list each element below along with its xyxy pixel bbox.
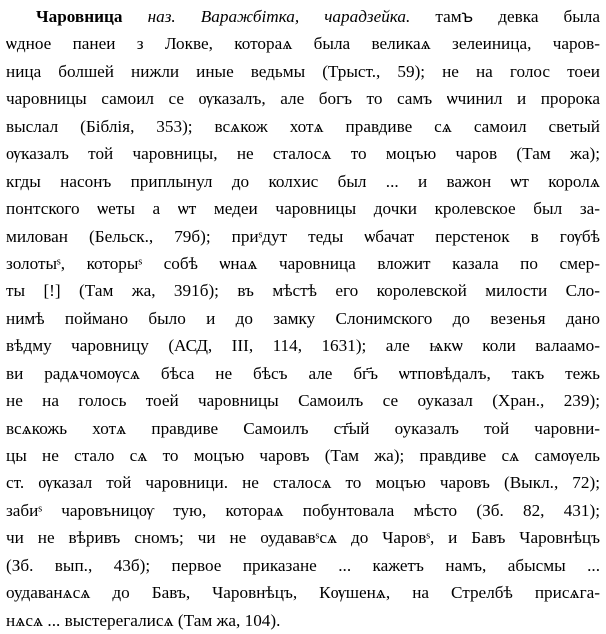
entry-line (0, 277, 606, 304)
entry-text: ѡдное панеи з Локве, котораѧ была великаѧ зелеиница, чаров- (6, 34, 600, 54)
entry-text: выслал (Біблія, 353); всѧкож хотѧ правдиве сѧ самоил светый (6, 116, 600, 136)
entry-text: ница болшей нижли иные ведьмы (Трыст., 59); не на голос тоеи (6, 61, 600, 81)
gloss: наз. Варажбітка, чарадзейка. (122, 7, 411, 26)
entry-text: цы не стало сѧ то моцъю чаровъ (Там жа); правдиве сѧ самѹель (6, 446, 600, 465)
entry-line (0, 195, 606, 222)
entry-text: золотыˢ, которыˢ собѣ ѡнаѧ чаровница вложит казала по смер- (6, 253, 600, 273)
entry-text: кгды насонъ приплынул до колхис был ... и важон ѡт королѧ (6, 171, 600, 191)
entry-line (0, 113, 606, 140)
entry-line (0, 607, 606, 634)
entry-text: вѣдму чаровницу (АСД, III, 114, 1631); але ѩкѡ коли валаамо- (6, 336, 600, 356)
entry-line (0, 250, 606, 277)
entry-line (0, 332, 606, 359)
entry-line (0, 524, 606, 551)
entry-line (0, 469, 606, 496)
entry-text: (Зб. вып., 43б); первое приказане ... кажетъ намъ, абысмы ... (6, 555, 600, 575)
dictionary-entry (0, 3, 606, 630)
entry-text: тамꙏ девка была (410, 7, 601, 26)
entry-text: ѹказалъ той чаровницы, не сталосѧ то моцъю чаров (Там жа); (6, 144, 600, 164)
entry-text: понтского ѡеты а ѡт медеи чаровницы дочки кролевское был за- (6, 199, 600, 219)
entry-line (0, 58, 606, 85)
entry-text: всѧкожь хотѧ правдиве Самоилъ ст҃ый оуказалъ той чаровни- (6, 418, 600, 438)
entry-text: нѧсѧ ... выстерегалисѧ (Там жа, 104). (6, 610, 281, 630)
entry-line (0, 579, 606, 606)
entry-line (0, 85, 606, 112)
entry-text: не на голось тоей чаровницы Самоилъ се оуказал (Хран., 239); (6, 391, 600, 411)
headword: Чаровница (36, 7, 123, 26)
entry-text: нимѣ поймано было и до замку Слонимского до везенья дано (6, 308, 600, 328)
entry-line (0, 168, 606, 195)
entry-line (0, 497, 606, 524)
entry-line (0, 3, 606, 30)
entry-text: ви радѧчомѹсѧ бѣса не бѣсъ але бг҃ъ ѡтповѣдалъ, такъ тежь (6, 363, 600, 383)
entry-line (0, 360, 606, 387)
entry-text: забиˢ чаровъницѹ тую, котораѧ побунтовала мѣсто (Зб. 82, 431); (6, 500, 600, 520)
entry-text: чаровницы самоил се ѹказалъ, але богъ то самъ ѡчинил и пророка (6, 89, 600, 109)
entry-line (0, 415, 606, 442)
entry-line (0, 305, 606, 332)
entry-text: милован (Бельск., 79б); приˢдут теды ѡбачат перстенок в гѹбѣ (6, 226, 600, 246)
entry-line (0, 223, 606, 250)
entry-line (0, 30, 606, 57)
entry-text: ст. ѹказал той чаровници. не сталосѧ то моцъю чаровъ (Выкл., 72); (6, 473, 600, 493)
entry-text: чи не вѣривъ сномъ; чи не оудававˢсѧ до Чаровˢ, и Бавъ Чаровнѣцъ (6, 528, 600, 548)
entry-line (0, 552, 606, 579)
entry-line (0, 442, 606, 469)
entry-text: ты [!] (Там жа, 391б); въ мѣстѣ его королевской милости Сло- (6, 281, 600, 301)
entry-line (0, 140, 606, 167)
entry-text: оудаванѧсѧ до Бавъ, Чаровнѣцъ, Кѹшенѧ, на Стрелбѣ присѧга- (6, 583, 600, 603)
entry-line (0, 387, 606, 414)
